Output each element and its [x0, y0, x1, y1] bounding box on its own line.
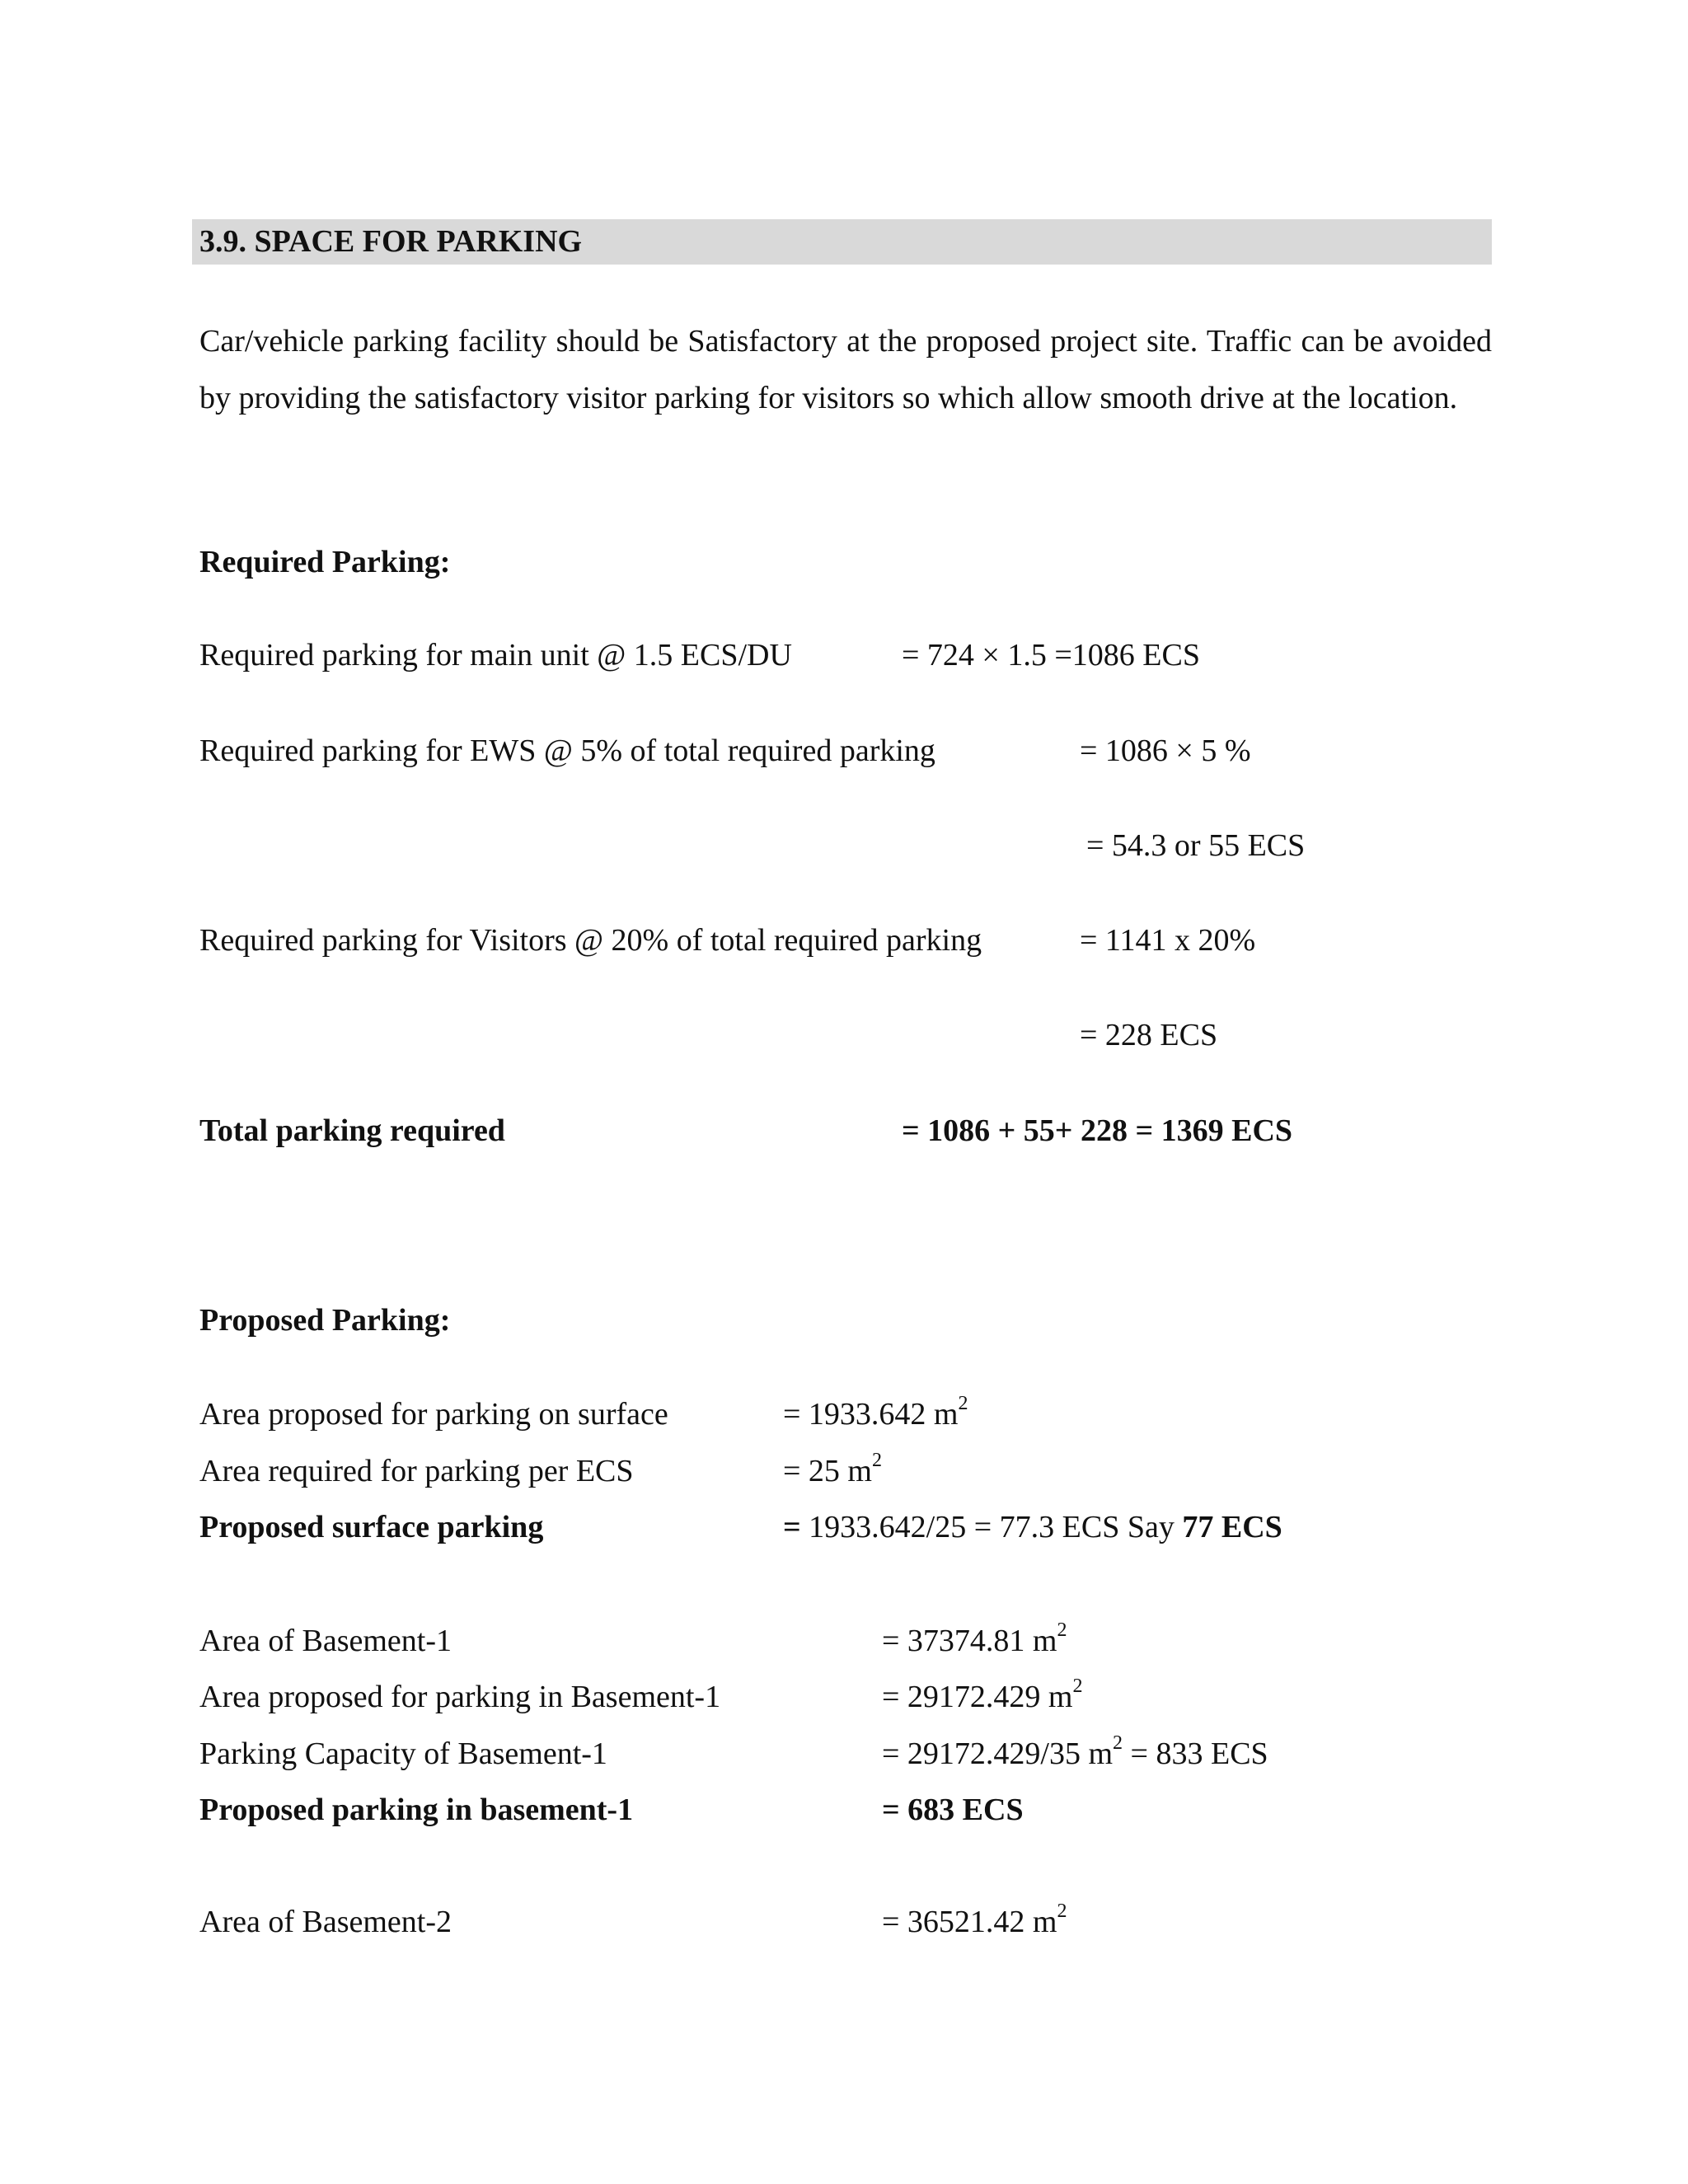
visitors-value: = 1141 x 20% — [1080, 923, 1256, 958]
proposed-parking-heading: Proposed Parking: — [199, 1303, 451, 1338]
surface-area-label: Area proposed for parking on surface — [199, 1397, 668, 1432]
main-unit-value: = 724 × 1.5 =1086 ECS — [902, 638, 1200, 673]
per-ecs-label: Area required for parking per ECS — [199, 1454, 634, 1488]
total-parking-label: Total parking required — [199, 1113, 505, 1148]
per-ecs-value: = 25 $m^2$ — [783, 1450, 882, 1488]
surface-area-value: = 1933.642 $m^2$ — [783, 1393, 968, 1432]
squared-superscript: 2 — [1057, 1900, 1067, 1923]
basement2-area-value: = 36521.42 $m^2$ — [882, 1900, 1067, 1939]
section-title: 3.9. SPACE FOR PARKING — [199, 224, 583, 259]
basement1-area-value: = 37374.81 $m^2$ — [882, 1619, 1067, 1658]
basement2-area-label: Area of Basement-2 — [199, 1905, 452, 1939]
intro-paragraph: Car/vehicle parking facility should be Satisfactory at the proposed project site. Traffic can be avoided by providing the satisfactory visitor parking for visitors so which allow smooth drive at the location. — [199, 324, 1492, 415]
visitors-label: Required parking for Visitors @ 20% of total required parking — [199, 923, 982, 958]
squared-superscript: 2 — [872, 1450, 882, 1472]
ews-label: Required parking for EWS @ 5% of total required parking — [199, 733, 935, 768]
basement1-proposed-label: Proposed parking in basement-1 — [199, 1793, 634, 1827]
squared-superscript: 2 — [958, 1393, 968, 1415]
basement1-parking-area-value: = 29172.429 $m^2$ — [882, 1675, 1083, 1714]
surface-parking-label: Proposed surface parking — [199, 1510, 544, 1544]
basement1-proposed-value: = 683 ECS — [882, 1793, 1024, 1827]
basement1-area-label: Area of Basement-1 — [199, 1624, 452, 1658]
total-parking-value: = 1086 + 55+ 228 = 1369 ECS — [902, 1113, 1293, 1148]
ews-result: = 54.3 or 55 ECS — [1086, 828, 1306, 863]
main-unit-label: Required parking for main unit @ 1.5 ECS/DU — [199, 638, 792, 673]
visitors-result: = 228 ECS — [1080, 1018, 1218, 1052]
basement1-capacity-label: Parking Capacity of Basement-1 — [199, 1736, 607, 1771]
squared-superscript: 2 — [1072, 1675, 1083, 1698]
squared-superscript: 2 — [1057, 1619, 1067, 1642]
ews-value: = 1086 × 5 % — [1080, 733, 1251, 768]
surface-parking-value: = 1933.642/25 = 77.3 ECS Say 77 ECS — [783, 1510, 1282, 1544]
basement1-capacity-value: = 29172.429/35 $m^2 = 833$ ECS — [882, 1732, 1268, 1771]
required-parking-heading: Required Parking: — [199, 545, 451, 579]
basement1-parking-area-label: Area proposed for parking in Basement-1 — [199, 1680, 721, 1714]
squared-superscript: 2 — [1113, 1732, 1123, 1755]
